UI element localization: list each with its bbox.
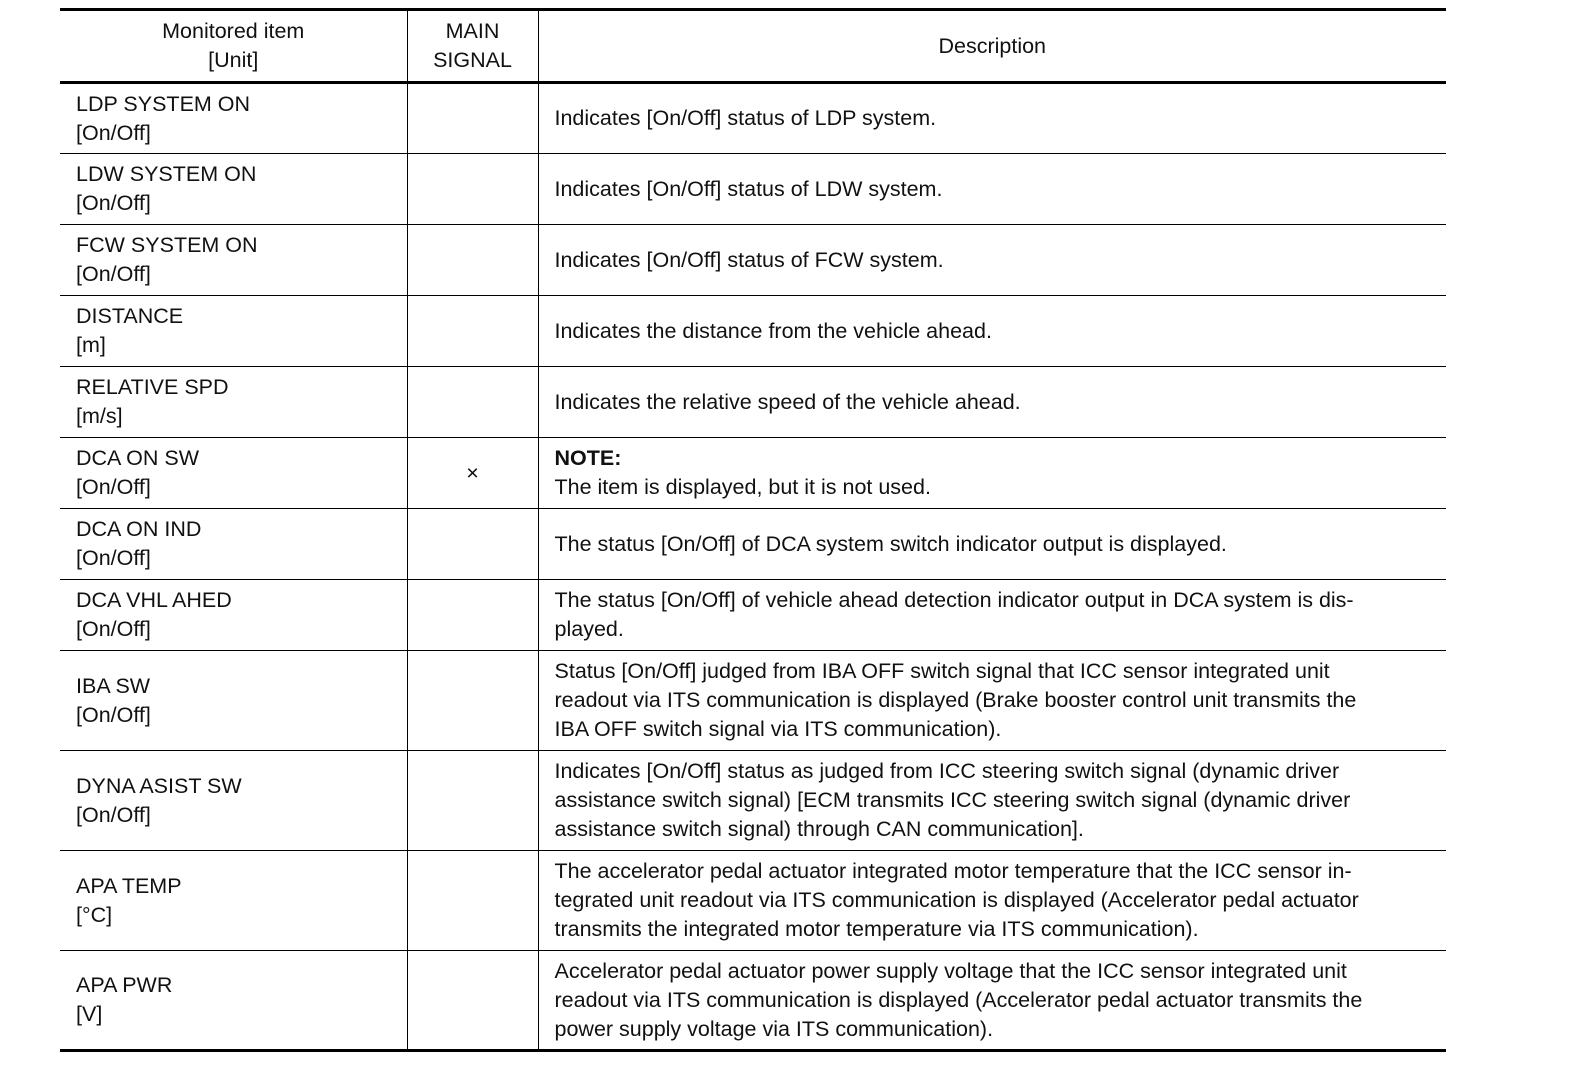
monitored-item-unit: [On/Off]: [76, 475, 151, 499]
table-row: [60, 83, 1446, 154]
monitored-item-cell: [60, 438, 407, 509]
monitored-item-name: APA TEMP: [76, 873, 182, 898]
table-row: [60, 296, 1446, 367]
monitored-item-name: DYNA ASIST SW: [76, 773, 242, 798]
header-main-signal: [407, 10, 538, 83]
description-line: Indicates [On/Off] status of LDP system.: [554, 106, 937, 130]
table-row: [60, 851, 1446, 951]
monitored-item-cell: [60, 154, 407, 225]
monitored-item-cell: [60, 751, 407, 851]
monitored-item-cell: [60, 296, 407, 367]
monitored-item-name: LDW SYSTEM ON: [76, 162, 257, 186]
description-line: Indicates [On/Off] status of LDW system.: [554, 176, 943, 201]
monitored-item-cell: [60, 951, 407, 1051]
description-cell: [538, 296, 1446, 367]
description-line: Indicates [On/Off] status of FCW system.: [554, 247, 944, 272]
description-line: The item is displayed, but it is not used.: [554, 475, 931, 499]
description-line: The accelerator pedal actuator integrated motor temperature that the ICC sensor in-: [554, 859, 1352, 883]
description-line: The status [On/Off] of vehicle ahead detection indicator output in DCA system is dis-: [554, 588, 1354, 612]
table-row: [60, 509, 1446, 580]
main-signal-cell: [407, 296, 538, 367]
monitored-item-unit: [m]: [76, 333, 106, 357]
description-line: assistance switch signal) through CAN communication].: [554, 817, 1084, 841]
description-line: power supply voltage via ITS communication).: [554, 1016, 994, 1041]
monitored-item-name: RELATIVE SPD: [76, 375, 229, 399]
description-cell: [538, 951, 1446, 1051]
monitored-item-unit: [V]: [76, 1002, 103, 1026]
main-signal-cell: [407, 751, 538, 851]
header-main-label: MAIN: [445, 19, 500, 43]
description-cell: [538, 83, 1446, 154]
description-line: transmits the integrated motor temperature via ITS communication).: [554, 917, 1199, 941]
monitored-item-unit: [On/Off]: [76, 546, 151, 570]
header-monitored-item: [60, 10, 407, 83]
monitored-item-cell: [60, 651, 407, 751]
description-line: NOTE:: [554, 446, 622, 470]
header-signal-label: SIGNAL: [433, 48, 512, 72]
table-header-row: [60, 10, 1446, 83]
main-signal-cell: [407, 509, 538, 580]
description-cell: [538, 367, 1446, 438]
header-unit-label: [Unit]: [208, 48, 259, 72]
monitored-item-unit: [On/Off]: [76, 120, 151, 145]
main-signal-cell: [407, 225, 538, 296]
main-signal-cell: [407, 651, 538, 751]
description-cell: [538, 580, 1446, 651]
description-cell: [538, 509, 1446, 580]
description-line: readout via ITS communication is displayed (Accelerator pedal actuator transmits the: [554, 987, 1363, 1012]
description-cell: [538, 438, 1446, 509]
table-row: [60, 651, 1446, 751]
description-line: IBA OFF switch signal via ITS communication).: [554, 717, 1002, 741]
monitored-item-unit: [On/Off]: [76, 262, 151, 286]
header-description-label: Description: [938, 33, 1047, 58]
monitored-item-cell: [60, 580, 407, 651]
monitored-item-name: LDP SYSTEM ON: [76, 91, 251, 116]
description-cell: [538, 225, 1446, 296]
main-signal-cell: ×: [407, 438, 538, 509]
table-row: [60, 580, 1446, 651]
monitored-item-name: DCA VHL AHED: [76, 588, 232, 612]
main-signal-cell: [407, 367, 538, 438]
monitored-item-unit: [On/Off]: [76, 191, 151, 215]
monitored-item-unit: [On/Off]: [76, 802, 151, 827]
header-description: [538, 10, 1446, 83]
table-row: [60, 367, 1446, 438]
description-line: Status [On/Off] judged from IBA OFF switch signal that ICC sensor integrated unit: [554, 659, 1330, 683]
description-line: Indicates the distance from the vehicle ahead.: [554, 318, 992, 343]
main-signal-cell: [407, 951, 538, 1051]
table-row: [60, 154, 1446, 225]
monitored-items-table: [60, 8, 1446, 1052]
table-row: [60, 438, 1446, 509]
monitored-item-name: IBA SW: [76, 673, 151, 698]
monitored-item-unit: [°C]: [76, 902, 113, 927]
monitored-item-name: APA PWR: [76, 973, 173, 997]
monitored-item-name: DISTANCE: [76, 304, 184, 328]
description-line: Accelerator pedal actuator power supply voltage that the ICC sensor integrated unit: [554, 958, 1347, 983]
monitored-item-name: DCA ON IND: [76, 517, 202, 541]
table-body: [60, 83, 1446, 1051]
monitored-item-cell: [60, 367, 407, 438]
description-line: The status [On/Off] of DCA system switch indicator output is displayed.: [554, 531, 1227, 556]
description-line: tegrated unit readout via ITS communication is displayed (Accelerator pedal actuator: [554, 888, 1359, 912]
monitored-item-cell: [60, 509, 407, 580]
monitored-item-name: DCA ON SW: [76, 446, 200, 470]
header-monitored-item-label: Monitored item: [162, 19, 305, 43]
description-line: readout via ITS communication is displayed (Brake booster control unit transmits the: [554, 688, 1357, 712]
description-line: Indicates the relative speed of the vehicle ahead.: [554, 389, 1021, 414]
description-line: Indicates [On/Off] status as judged from ICC steering switch signal (dynamic driver: [554, 759, 1340, 783]
main-signal-cell: [407, 83, 538, 154]
description-line: assistance switch signal) [ECM transmits ICC steering switch signal (dynamic driver: [554, 788, 1351, 812]
monitored-item-cell: [60, 851, 407, 951]
monitored-item-unit: [On/Off]: [76, 702, 151, 727]
main-signal-cell: [407, 580, 538, 651]
table-row: [60, 225, 1446, 296]
description-cell: [538, 651, 1446, 751]
table-row: [60, 951, 1446, 1051]
monitored-item-cell: [60, 83, 407, 154]
description-cell: [538, 154, 1446, 225]
monitored-item-name: FCW SYSTEM ON: [76, 233, 258, 257]
description-cell: [538, 851, 1446, 951]
monitored-item-unit: [On/Off]: [76, 617, 151, 641]
description-line: played.: [554, 617, 624, 641]
main-signal-cell: [407, 851, 538, 951]
table-row: [60, 751, 1446, 851]
description-cell: [538, 751, 1446, 851]
monitored-item-cell: [60, 225, 407, 296]
monitored-item-unit: [m/s]: [76, 404, 123, 428]
main-signal-cell: [407, 154, 538, 225]
